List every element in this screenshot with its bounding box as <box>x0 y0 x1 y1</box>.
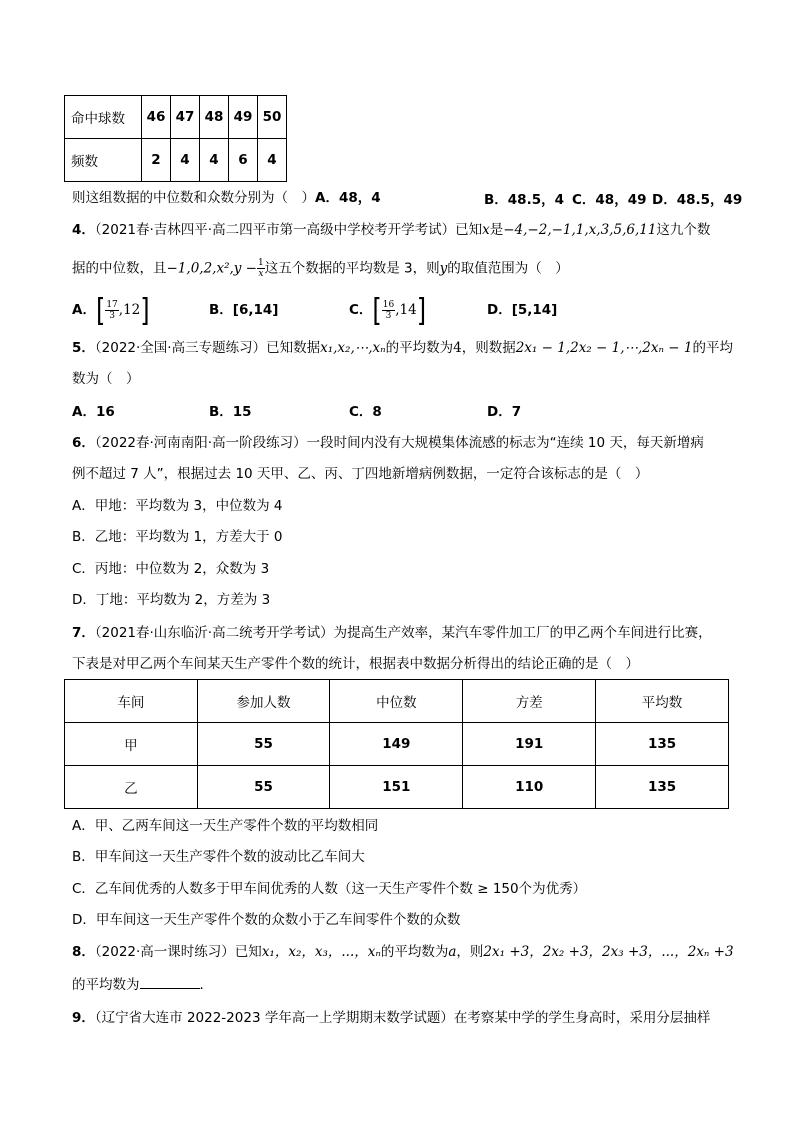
q9-line1: 9．（辽宁省大连市 2022-2023 学年高一上学期期末数学试题）在考察某中学的学生身高时，采用分层抽样 <box>72 1010 711 1026</box>
q7-line2: 下表是对甲乙两个车间某天生产零件个数的统计，根据表中数据分析得出的结论正确的是（ ） <box>72 656 639 672</box>
q3-option-b: B．48.5，4 <box>484 192 564 208</box>
table-cell: 151 <box>330 766 463 809</box>
table-cell: 55 <box>197 766 330 809</box>
table-cell: 4 <box>258 139 287 182</box>
q4-option-a: A．[ $\frac{17}{3}$ ,12] <box>72 291 150 329</box>
question-number: 4． <box>72 222 95 238</box>
table-cell: 149 <box>330 723 463 766</box>
q7-option-c: C．乙车间优秀的人数多于甲车间优秀的人数（这一天生产零件个数 ≥ 150个为优秀） <box>72 881 587 897</box>
q5-line1: 5．（2022·全国·高三专题练习）已知数据x₁,x₂,⋯,xₙ的平均数为4，则数据2x₁ − 1,2x₂ − 1,⋯,2xₙ − 1的平均 <box>72 340 733 356</box>
table-cell: 甲 <box>65 723 198 766</box>
q4-line1: 4．（2021春·吉林四平·高二四平市第一高级中学校考开学考试）已知x是−4,−2,−1,1,x,3,5,6,11这九个数 <box>72 222 711 238</box>
q3-option-c: C．48，49 <box>572 192 647 208</box>
table-header-cell: 命中球数 <box>65 96 142 139</box>
table-cell: 191 <box>463 723 596 766</box>
table-header-cell: 方差 <box>463 680 596 723</box>
question-number: 5． <box>72 340 95 356</box>
q5-option-d: D．7 <box>487 404 522 420</box>
q7-option-a: A．甲、乙两车间这一天生产零件个数的平均数相同 <box>72 818 379 834</box>
q6-option-b: B．乙地：平均数为 1，方差大于 0 <box>72 529 283 545</box>
table-header-cell: 参加人数 <box>197 680 330 723</box>
q8-line2: 的平均数为 ． <box>72 974 213 995</box>
q7-option-b: B．甲车间这一天生产零件个数的波动比乙车间大 <box>72 849 365 865</box>
workshop-table <box>64 679 729 809</box>
table-cell: 6 <box>229 139 258 182</box>
hit-count-table <box>64 95 287 182</box>
question-number: 7． <box>72 625 95 641</box>
table-cell: 135 <box>596 766 729 809</box>
table-cell: 4 <box>171 139 200 182</box>
q4-option-c: C．[ $\frac{16}{3}$ ,14] <box>349 291 427 329</box>
table-cell: 50 <box>258 96 287 139</box>
q5-option-c: C．8 <box>349 404 382 420</box>
question-number: 8． <box>72 944 95 960</box>
table-cell: 110 <box>463 766 596 809</box>
table-row <box>65 139 287 182</box>
table-cell: 47 <box>171 96 200 139</box>
q6-option-a: A．甲地：平均数为 3，中位数为 4 <box>72 498 283 514</box>
q4-option-b: B．[6,14] <box>209 302 279 318</box>
q5-option-b: B．15 <box>209 404 252 420</box>
table-row <box>65 723 729 766</box>
q6-line2: 例不超过 7 人”，根据过去 10 天甲、乙、丙、丁四地新增病例数据，一定符合该标志的是（ ） <box>72 466 649 482</box>
answer-blank[interactable] <box>140 974 200 989</box>
table-cell: 46 <box>142 96 171 139</box>
q5-option-a: A．16 <box>72 404 115 420</box>
q7-line1: 7．（2021春·山东临沂·高二统考开学考试）为提高生产效率，某汽车零件加工厂的甲乙两个车间进行比赛， <box>72 625 712 641</box>
q6-option-c: C．丙地：中位数为 2，众数为 3 <box>72 561 270 577</box>
q4-line2: 据的中位数，且−1,0,2,x²,y − $\frac{1}{x}$ 这五个数据的平均数是 3，则y的取值范围为（ ） <box>72 258 569 279</box>
question-number: 6． <box>72 435 95 451</box>
table-row <box>65 766 729 809</box>
table-header-cell: 车间 <box>65 680 198 723</box>
q3-stem: 则这组数据的中位数和众数分别为（ ）A．48，4 <box>72 190 381 206</box>
table-header-row <box>65 680 729 723</box>
table-cell: 55 <box>197 723 330 766</box>
table-cell: 4 <box>200 139 229 182</box>
table-cell: 48 <box>200 96 229 139</box>
q3-option-a: A．48，4 <box>315 190 381 206</box>
table-cell: 135 <box>596 723 729 766</box>
question-number: 9． <box>72 1010 95 1026</box>
q6-option-d: D．丁地：平均数为 2，方差为 3 <box>72 592 271 608</box>
table-cell: 乙 <box>65 766 198 809</box>
table-cell: 2 <box>142 139 171 182</box>
q4-option-d: D．[5,14] <box>487 302 558 318</box>
q7-option-d: D．甲车间这一天生产零件个数的众数小于乙车间零件个数的众数 <box>72 912 461 928</box>
table-row <box>65 96 287 139</box>
table-header-cell: 频数 <box>65 139 142 182</box>
q6-line1: 6．（2022春·河南南阳·高一阶段练习）一段时间内没有大规模集体流感的标志为“连续 10 天，每天新增病 <box>72 435 704 451</box>
q5-line2: 数为（ ） <box>72 371 140 387</box>
table-cell: 49 <box>229 96 258 139</box>
q3-option-d: D．48.5，49 <box>652 192 743 208</box>
q8-line1: 8．（2022·高一课时练习）已知x₁，x₂，x₃，...，xₙ的平均数为a，则2x₁ +3，2x₂ +3，2x₃ +3，...，2xₙ +3 <box>72 944 734 960</box>
table-header-cell: 平均数 <box>596 680 729 723</box>
table-header-cell: 中位数 <box>330 680 463 723</box>
fraction: $\frac{1}{x}$ <box>258 258 264 279</box>
